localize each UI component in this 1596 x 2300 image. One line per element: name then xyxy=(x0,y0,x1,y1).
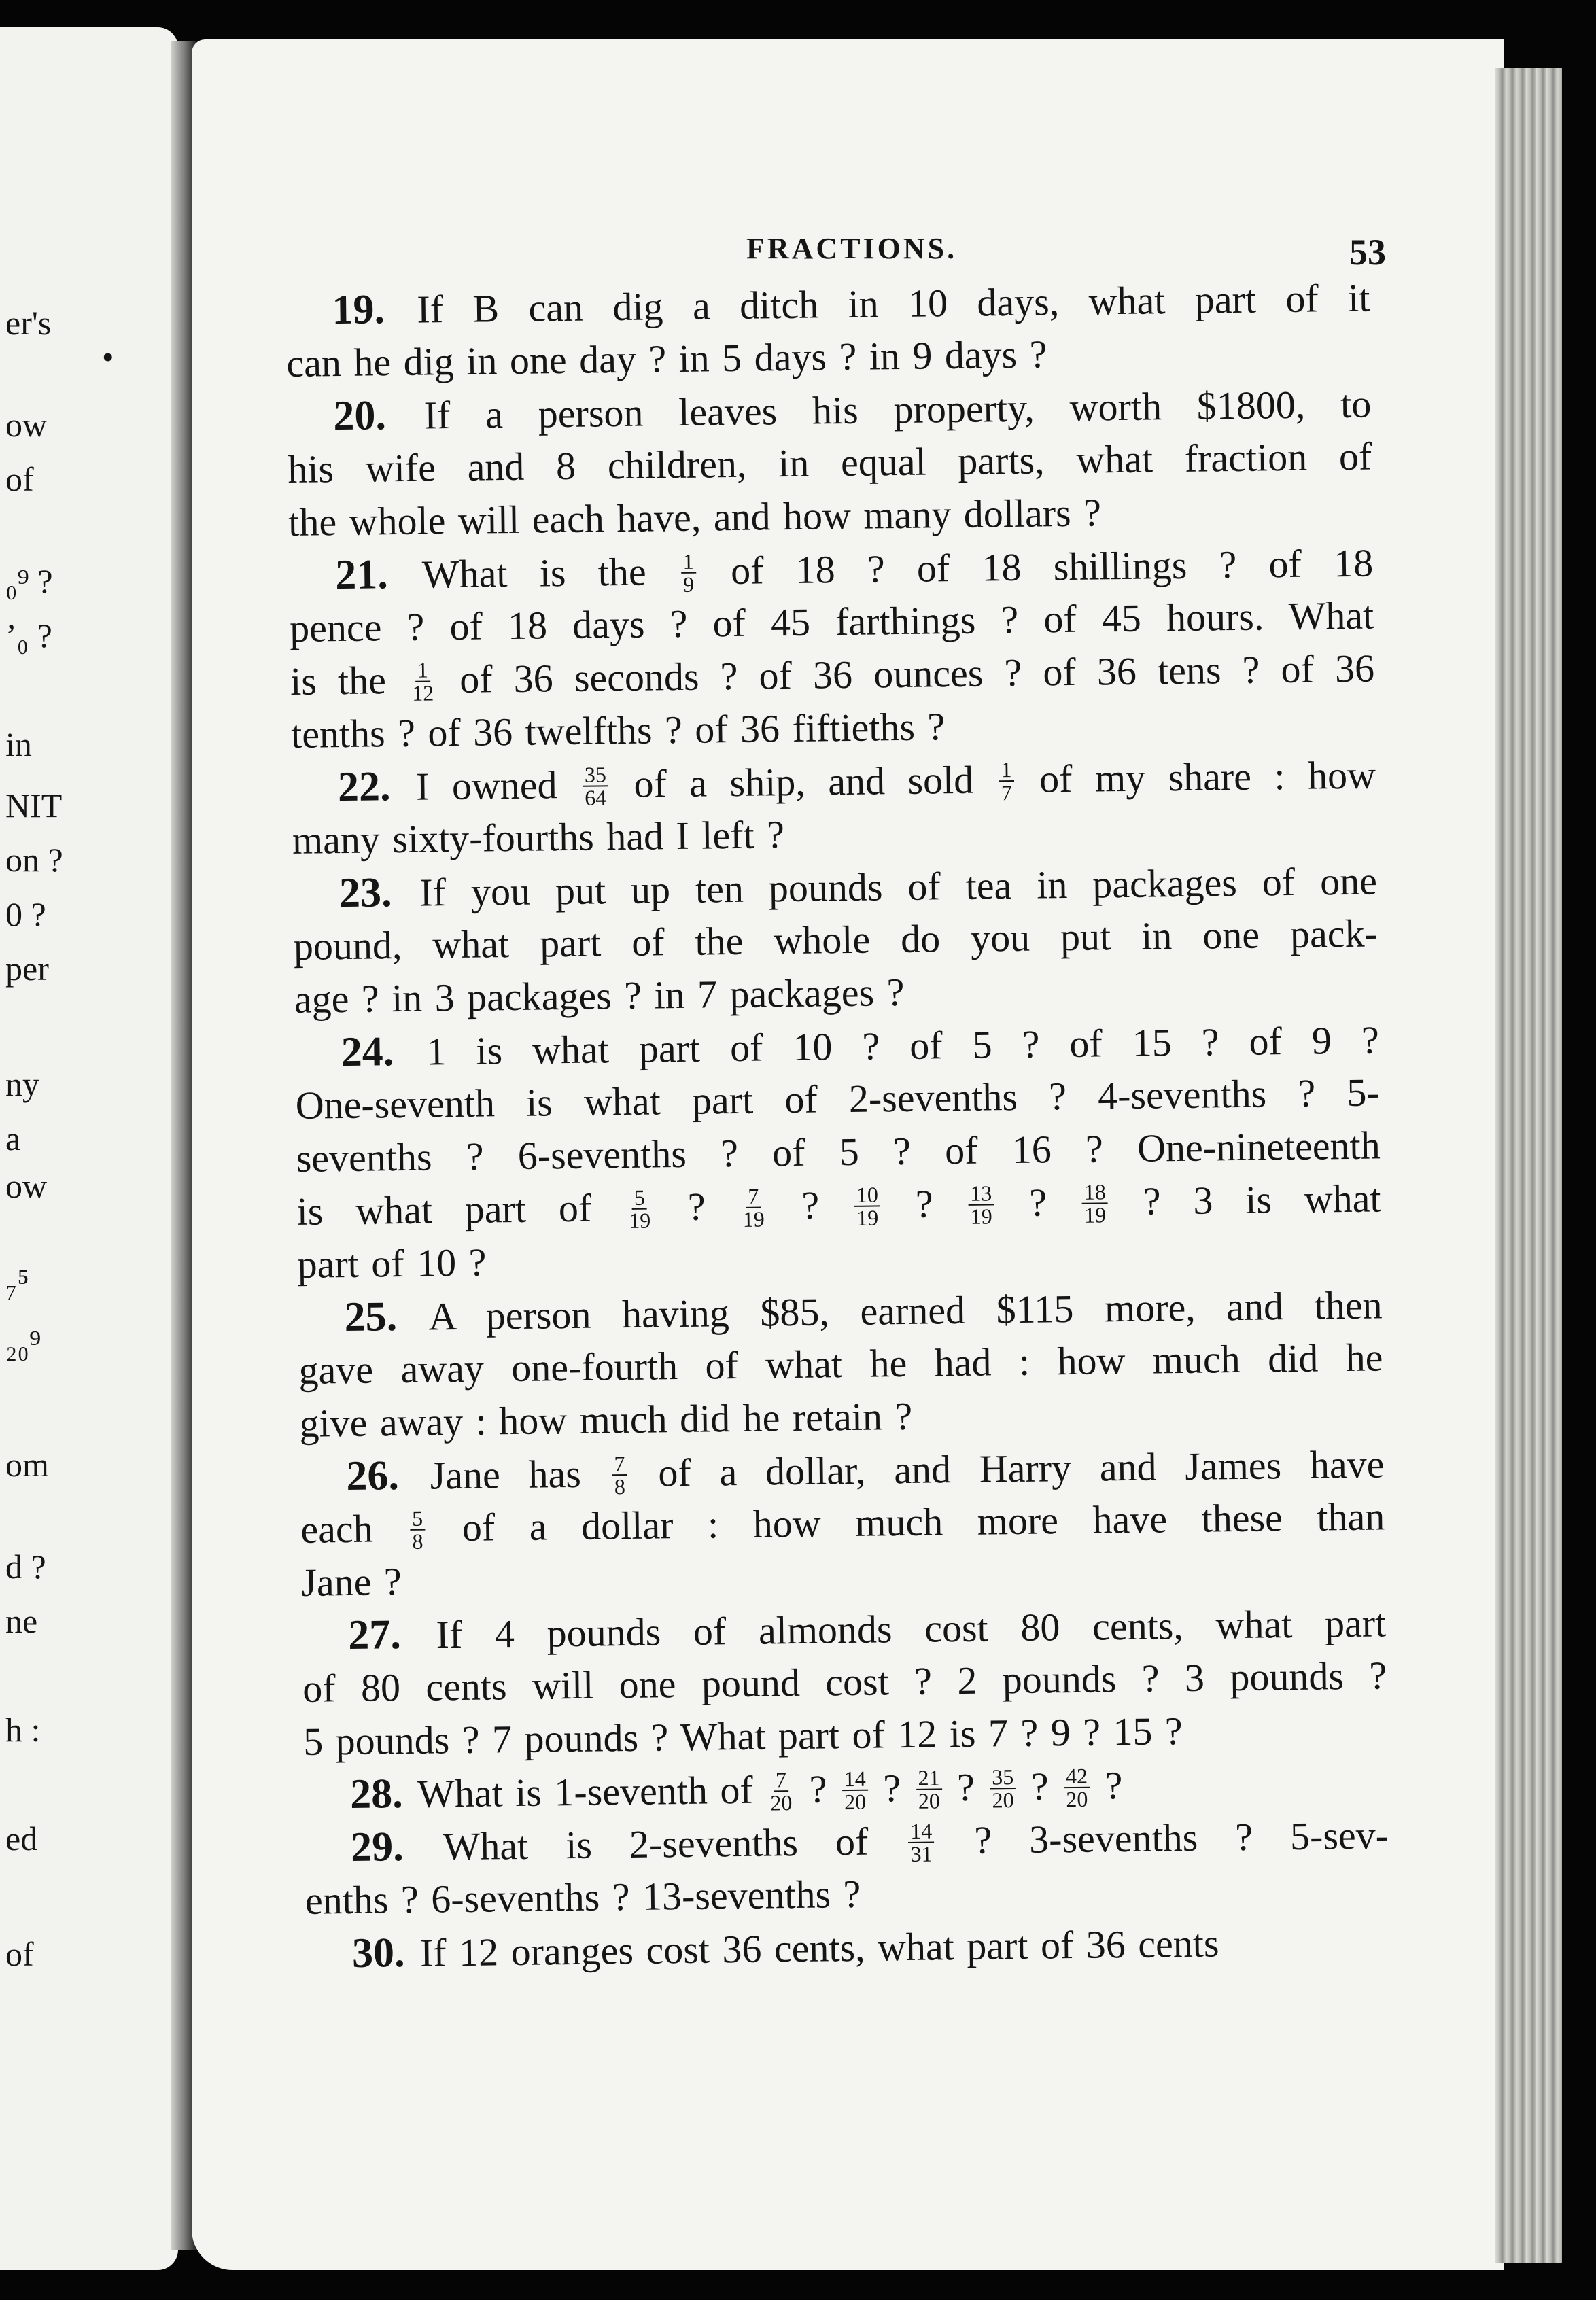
fraction-denominator: 20 xyxy=(992,1787,1014,1813)
text-run: ? xyxy=(655,1183,738,1230)
fraction-numerator: 42 xyxy=(1064,1764,1090,1788)
exercise-number: 21. xyxy=(334,551,389,599)
fraction-numerator: 1 xyxy=(415,659,430,682)
exercise-number: 25. xyxy=(344,1293,398,1341)
fraction-denominator: 19 xyxy=(1083,1202,1107,1227)
fraction-denominator: 12 xyxy=(412,680,434,705)
text-run: age ? in 3 packages ? in 7 packages ? xyxy=(294,969,905,1022)
text-run: can he dig in one day ? in 5 days ? in 9 days ? xyxy=(286,332,1047,385)
facing-page-fragment: ʼ₀ ? xyxy=(5,616,52,655)
facing-page-fragment: ₇⁵ xyxy=(5,1262,29,1300)
facing-page-fragment: of xyxy=(5,1935,34,1973)
fraction xyxy=(583,763,609,808)
text-run: 5 pounds ? 7 pounds ? What part of 12 is 7 ? 9 ? 15 ? xyxy=(302,1709,1183,1764)
text-run: gave away one-fourth of what he had : how much did he xyxy=(298,1335,1383,1393)
text-run: ? xyxy=(1018,1764,1062,1809)
text-run: If a person leaves his property, worth $1800, to xyxy=(388,381,1372,438)
fraction-numerator: 13 xyxy=(968,1182,994,1205)
fraction-numerator: 1 xyxy=(999,759,1013,782)
text-run: If B can dig a ditch in 10 days, what part of it xyxy=(387,275,1370,332)
running-head: FRACTIONS. xyxy=(746,232,958,265)
page-edge xyxy=(1495,68,1562,2263)
fraction-denominator: 8 xyxy=(412,1529,423,1554)
exercise-number: 23. xyxy=(339,869,392,917)
exercise-number: 29. xyxy=(350,1824,404,1870)
text-run: tenths ? of 36 twelfths ? of 36 fiftieths ? xyxy=(290,704,946,756)
fraction-numerator: 35 xyxy=(583,763,608,786)
facing-page-fragment: ne xyxy=(5,1602,38,1640)
text-run: pence ? of 18 days ? of 45 farthings ? of 45 hours. What xyxy=(289,593,1374,650)
fraction-numerator: 10 xyxy=(854,1183,880,1206)
facing-page-fragment: ₂₀⁹ xyxy=(5,1323,41,1361)
text-run: of 18 ? of 18 shillings ? of 18 xyxy=(698,540,1374,593)
text-run: If 4 pounds of almonds cost 80 cents, what part xyxy=(403,1601,1387,1658)
facing-page-fragment: h : xyxy=(5,1711,41,1749)
fraction xyxy=(612,1452,627,1497)
text-run: is the xyxy=(290,657,408,703)
fraction xyxy=(999,756,1014,805)
fraction-numerator: 1 xyxy=(680,550,695,573)
text-run: What is 2-sevenths of xyxy=(406,1819,906,1869)
text-run: part of 10 ? xyxy=(297,1240,487,1287)
facing-page-fragment: ow xyxy=(5,406,48,444)
fraction-denominator: 20 xyxy=(844,1789,867,1814)
fraction xyxy=(908,1819,935,1864)
fraction-numerator: 7 xyxy=(774,1768,788,1792)
fraction-denominator: 19 xyxy=(856,1205,879,1230)
exercise-number: 22. xyxy=(337,763,391,811)
fraction-denominator: 8 xyxy=(614,1474,626,1499)
fraction-denominator: 64 xyxy=(585,784,607,810)
text-run: ? 3-sevenths ? 5-sev- xyxy=(936,1813,1389,1863)
text-run: ? xyxy=(769,1182,852,1228)
text-run: give away : how much did he retain ? xyxy=(299,1393,913,1446)
fraction xyxy=(842,1767,869,1812)
text-run: his wife and 8 children, in equal parts, what fraction of xyxy=(287,434,1372,491)
facing-page-fragment: er's xyxy=(5,304,52,342)
facing-page-fragment: ny xyxy=(5,1065,39,1103)
fraction xyxy=(1064,1764,1090,1809)
text-run: the whole will each have, and how many dollars ? xyxy=(288,490,1102,544)
fraction-denominator: 19 xyxy=(742,1206,765,1232)
text-run: ? xyxy=(996,1179,1080,1225)
text-run: of my share : how xyxy=(1016,752,1376,801)
fraction-denominator: 20 xyxy=(1066,1786,1088,1811)
exercise-number: 20. xyxy=(332,392,387,440)
facing-page-fragment: a xyxy=(5,1119,21,1157)
exercise-number: 30. xyxy=(351,1930,405,1976)
text-run: Jane has xyxy=(401,1451,610,1499)
text-run: What is 1-seventh of xyxy=(405,1767,766,1817)
text-run: pound, what part of the whole do you put in one pack- xyxy=(293,911,1378,969)
fraction xyxy=(410,1507,426,1552)
fraction-numerator: 5 xyxy=(410,1507,425,1530)
facing-page-fragment: on ? xyxy=(5,841,63,879)
text-run: A person having $85, earned $115 more, and then xyxy=(399,1283,1383,1340)
text-run: One-seventh is what part of 2-sevenths ? 4-sevenths ? 5- xyxy=(295,1070,1381,1128)
fraction-denominator: 19 xyxy=(629,1208,651,1233)
facing-page-fragment: ow xyxy=(5,1167,48,1205)
fraction-numerator: 5 xyxy=(632,1186,647,1209)
text-run: of a dollar : how much more have these than xyxy=(427,1494,1385,1550)
exercise-number: 27. xyxy=(347,1611,402,1659)
fraction-denominator: 20 xyxy=(770,1790,793,1815)
fraction xyxy=(410,659,436,703)
facing-page-fragment: in xyxy=(5,725,32,763)
text-run: of a dollar, and Harry and James have xyxy=(629,1442,1385,1495)
text-run: ? xyxy=(1092,1763,1123,1808)
facing-page-fragment: per xyxy=(5,949,49,988)
fraction-denominator: 31 xyxy=(910,1841,933,1866)
text-run: is what part of xyxy=(296,1185,625,1234)
facing-page-fragment: ed xyxy=(5,1819,38,1858)
text-run: enths ? 6-sevenths ? 13-sevenths ? xyxy=(305,1871,861,1923)
text-run: sevenths ? 6-sevenths ? of 5 ? of 16 ? One-nineteenth xyxy=(296,1123,1381,1181)
fraction-numerator: 14 xyxy=(842,1767,868,1790)
text-run: ? xyxy=(944,1764,988,1810)
exercise-text xyxy=(285,271,1390,1981)
text-run: of 36 seconds ? of 36 ounces ? of 36 tens ? of 36 xyxy=(438,646,1375,702)
text-run: ? xyxy=(882,1181,966,1227)
text-run: of 80 cents will one pound cost ? 2 pounds ? 3 pounds ? xyxy=(302,1653,1387,1711)
fraction xyxy=(768,1768,795,1813)
text-run: If 12 oranges cost 36 cents, what part of 36 cents xyxy=(407,1921,1219,1975)
fraction xyxy=(627,1186,653,1231)
fraction xyxy=(916,1766,942,1811)
text-run: of a ship, and sold xyxy=(610,757,997,807)
text-run: ? xyxy=(870,1765,914,1811)
facing-page-fragment: 0 ? xyxy=(5,895,46,933)
fraction xyxy=(680,550,696,595)
text-run: each xyxy=(300,1505,408,1552)
facing-page-fragment: NIT xyxy=(5,786,63,824)
fraction-numerator: 7 xyxy=(612,1452,627,1476)
fraction xyxy=(740,1185,767,1230)
fraction xyxy=(968,1182,994,1227)
fraction-denominator: 19 xyxy=(970,1204,992,1229)
fraction-numerator: 35 xyxy=(990,1766,1016,1789)
exercise-number: 19. xyxy=(332,286,385,334)
fraction-numerator: 18 xyxy=(1082,1181,1108,1204)
page-number: 53 xyxy=(1349,232,1386,273)
text-run: If you put up ten pounds of tea in packages of one xyxy=(394,858,1378,916)
exercise-number: 26. xyxy=(346,1452,400,1500)
exercise-number: 24. xyxy=(341,1028,394,1076)
fraction xyxy=(990,1766,1016,1811)
text-run: ? 3 is what xyxy=(1110,1176,1381,1224)
fraction xyxy=(1082,1181,1109,1225)
fraction-denominator: 20 xyxy=(918,1788,941,1813)
text-run: What is the xyxy=(390,548,679,597)
fraction-denominator: 7 xyxy=(1001,780,1013,805)
facing-page-fragment: ₀⁹ ? xyxy=(5,562,53,600)
fraction-denominator: 9 xyxy=(682,572,695,597)
fraction-numerator: 14 xyxy=(908,1819,934,1843)
left-page xyxy=(0,27,178,2270)
facing-page-fragment: of xyxy=(5,460,34,498)
text-run: 1 is what part of 10 ? of 5 ? of 15 ? of 9 ? xyxy=(396,1017,1380,1075)
fraction-numerator: 21 xyxy=(916,1766,941,1790)
text-run: many sixty-fourths had I left ? xyxy=(292,812,785,862)
exercise-number: 28. xyxy=(349,1771,404,1818)
text-run: I owned xyxy=(393,762,580,809)
facing-page-fragment: • xyxy=(102,338,114,376)
fraction-numerator: 7 xyxy=(746,1185,761,1208)
facing-page-fragment: d ? xyxy=(5,1548,46,1586)
text-run: ? xyxy=(796,1766,840,1811)
fraction xyxy=(854,1183,881,1228)
facing-page-fragment: om xyxy=(5,1446,49,1484)
text-run: Jane ? xyxy=(300,1559,402,1605)
